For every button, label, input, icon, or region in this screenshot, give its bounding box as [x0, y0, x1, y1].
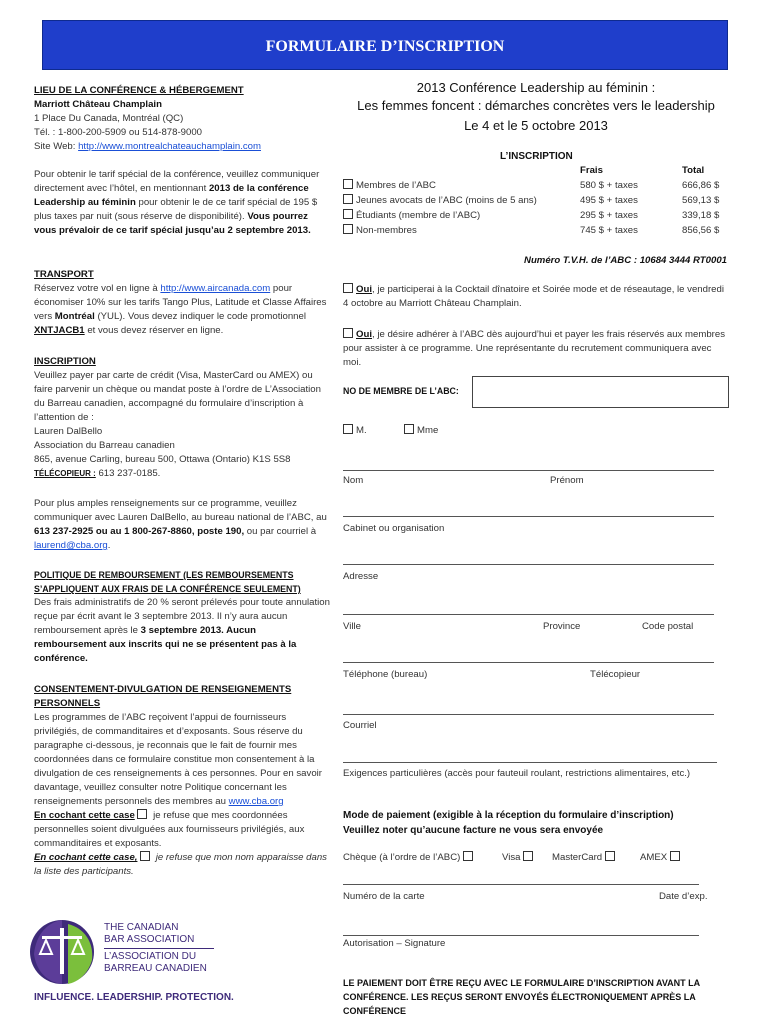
join-option: Oui, je désire adhérer à l’ABC dès aujourd’hui et payer les frais réservés aux membres pour assister à ce programme. Une représentante du recrutement communiquera avec moi. — [343, 329, 726, 368]
phone-line[interactable] — [343, 662, 714, 663]
fee-amount: 295 $ + taxes — [580, 210, 638, 221]
expiry-label: Date d’exp. — [659, 891, 708, 902]
cheque-checkbox[interactable] — [463, 851, 473, 861]
fee-row — [343, 194, 733, 209]
transport-heading: TRANSPORT — [34, 269, 94, 280]
fee-amount: 745 $ + taxes — [580, 225, 638, 236]
nom-label: Nom — [343, 475, 364, 486]
conference-date: Le 4 et le 5 octobre 2013 — [464, 118, 608, 133]
tel-label: Téléphone (bureau) — [343, 669, 428, 680]
hotel-web: Site Web: http://www.montrealchateauchamplain.com — [34, 141, 261, 152]
cba-link[interactable]: www.cba.org — [228, 796, 284, 807]
needs-line[interactable] — [343, 762, 717, 763]
fee-total: 569,13 $ — [682, 195, 720, 206]
fee-total: 856,56 $ — [682, 225, 720, 236]
fee-table — [343, 179, 733, 239]
transport-section: TRANSPORT Réservez votre vol en ligne à http://www.aircanada.com pour économiser 10% sur les tarifs Tango Plus, Latitude et Classe Affaires vers Montréal (YUL). Vous devez indiquer le code promotionnel XNTJACB1 et vous devez réserver en ligne. — [34, 268, 330, 338]
title-m: M. — [343, 424, 367, 438]
venue-heading: LIEU DE LA CONFÉRENCE & HÉBERGEMENT — [34, 85, 244, 96]
cba-logo-text: THE CANADIAN BAR ASSOCIATION L’ASSOCIATION DU BARREAU CANADIEN — [104, 922, 214, 975]
form-title: FORMULAIRE D’INSCRIPTION — [42, 20, 728, 70]
signature-line[interactable] — [343, 935, 699, 936]
fee-checkbox[interactable] — [343, 194, 353, 204]
fee-label: Non-membres — [356, 225, 417, 236]
cba-tagline: INFLUENCE. LEADERSHIP. PROTECTION. — [34, 992, 234, 1003]
card-number-line[interactable] — [343, 884, 699, 885]
ville-label: Ville — [343, 621, 361, 632]
fee-checkbox[interactable] — [343, 224, 353, 234]
refuse-listing-checkbox[interactable] — [140, 851, 150, 861]
join-checkbox[interactable] — [343, 328, 353, 338]
name-line[interactable] — [343, 470, 714, 471]
consent-section: CONSENTEMENT-DIVULGATION DE RENSEIGNEMENTS PERSONNELS Les programmes de l’ABC reçoivent l’appui de fournisseurs privilégiés, de commanditaires et d’exposants. Sous réserve du paragraphe ci-dessous, je reconnais que le fait de fournir mes coordonnées dans ce formulaire constitue mon consentement à la divulgation de ces renseignements à ces personnes. Pour en savoir davantage, veuillez consulter notre Politique concernant les renseignements personnels des membres au www.cba.org En cochant cette case je refuse que mes coordonnées personnelles soient divulguées aux fournisseurs privilégiés, aux commanditaires et exposants. En cochant cette case, je refuse que mon nom apparaisse dans la liste des participants. — [34, 683, 330, 879]
cocktail-checkbox[interactable] — [343, 283, 353, 293]
conference-subtitle: Les femmes foncent : démarches concrètes vers le leadership — [357, 98, 715, 113]
fax-label: Télécopieur — [590, 669, 641, 680]
pay-mastercard: MasterCard — [552, 851, 618, 865]
fees-col-total: Total — [682, 165, 705, 176]
pay-visa: Visa — [502, 851, 536, 865]
province-label: Province — [543, 621, 581, 632]
fee-label: Étudiants (membre de l’ABC) — [356, 210, 481, 221]
fees-col-fee: Frais — [580, 165, 603, 176]
refund-section: POLITIQUE DE REMBOURSEMENT (LES REMBOURSEMENTS S’APPLIQUENT AUX FRAIS DE LA CONFÉRENCE SEULEMENT) Des frais administratifs de 20 % seront prélevés pour toute annulation reçue par écrit avant le 3 septembre 2013. Il n’y aura aucun remboursement après le 3 septembre 2013. Aucun remboursement aux inscrits qui ne se présentent pas à la conférence. — [34, 570, 330, 664]
fee-row — [343, 209, 733, 224]
m-checkbox[interactable] — [343, 424, 353, 434]
rate-paragraph: Pour obtenir le tarif spécial de la conférence, veuillez communiquer directement avec l’hôtel, en mentionnant 2013 de la conférence Leadership au féminin pour obtenir le de ce tarif spécial de 195 $ plus taxes par nuit (sous réserve de disponibilité). Vous pourrez vous prévaloir de ce tarif spécial jusqu’au 2 septembre 2013. — [34, 169, 320, 236]
mme-checkbox[interactable] — [404, 424, 414, 434]
card-number-label: Numéro de la carte — [343, 891, 425, 902]
fee-checkbox[interactable] — [343, 179, 353, 189]
fee-amount: 580 $ + taxes — [580, 180, 638, 191]
fee-total: 339,18 $ — [682, 210, 720, 221]
hotel-web-link[interactable]: http://www.montrealchateauchamplain.com — [78, 141, 261, 152]
fees-heading: L’INSCRIPTION — [500, 151, 573, 162]
city-line[interactable] — [343, 614, 714, 615]
payment-heading: Mode de paiement (exigible à la réception du formulaire d’inscription) — [343, 810, 674, 821]
inscription-heading: INSCRIPTION — [34, 356, 96, 367]
courriel-label: Courriel — [343, 720, 377, 731]
member-number-label: NO DE MEMBRE DE L’ABC: — [343, 386, 459, 396]
refuse-contact-checkbox[interactable] — [137, 809, 147, 819]
exigences-label: Exigences particulières (accès pour fauteuil roulant, restrictions alimentaires, etc.) — [343, 768, 691, 779]
fee-label: Jeunes avocats de l’ABC (moins de 5 ans) — [356, 195, 537, 206]
fee-checkbox[interactable] — [343, 209, 353, 219]
hotel-address: 1 Place Du Canada, Montréal (QC) — [34, 113, 184, 124]
fee-total: 666,86 $ — [682, 180, 720, 191]
address-line[interactable] — [343, 564, 714, 565]
fee-label: Membres de l’ABC — [356, 180, 436, 191]
member-number-input[interactable] — [472, 376, 729, 408]
cabinet-label: Cabinet ou organisation — [343, 523, 445, 534]
payment-note: Veuillez noter qu’aucune facture ne vous sera envoyée — [343, 825, 604, 836]
consent-heading: CONSENTEMENT-DIVULGATION DE RENSEIGNEMENTS PERSONNELS — [34, 684, 292, 709]
fee-row — [343, 179, 733, 194]
venue-section — [34, 84, 330, 154]
cba-logo-icon — [28, 914, 98, 994]
cabinet-line[interactable] — [343, 516, 714, 517]
fee-amount: 495 $ + taxes — [580, 195, 638, 206]
pay-cheque: Chèque (à l’ordre de l’ABC) — [343, 851, 476, 865]
hotel-name: Marriott Château Champlain — [34, 99, 162, 110]
pay-amex: AMEX — [640, 851, 683, 865]
email-link[interactable]: laurend@cba.org — [34, 540, 108, 551]
fee-row — [343, 224, 733, 239]
conference-title: 2013 Conférence Leadership au féminin : — [416, 80, 656, 95]
tvh-number: Numéro T.V.H. de l’ABC : 10684 3444 RT0001 — [524, 255, 727, 266]
aircanada-link[interactable]: http://www.aircanada.com — [160, 283, 271, 294]
refund-heading: POLITIQUE DE REMBOURSEMENT (LES REMBOURSEMENTS S’APPLIQUENT AUX FRAIS DE LA CONFÉRENCE SEULEMENT) — [34, 570, 301, 594]
cocktail-option: Oui, je participerai à la Cocktail dînatoire et Soirée mode et de réseautage, le vendredi 4 octobre au Marriott Château Champlain. — [343, 284, 724, 309]
prenom-label: Prénom — [550, 475, 584, 486]
title-mme: Mme — [404, 424, 438, 438]
hotel-phone: Tél. : 1-800-200-5909 ou 514-878-9000 — [34, 127, 203, 138]
inscription-section: INSCRIPTION Veuillez payer par carte de crédit (Visa, MasterCard ou AMEX) ou faire parvenir un chèque ou mandat poste à l’ordre de L’Association du Barreau canadien, accompagné du formulaire d’inscription à l’attention de : Lauren DalBello Association du Barreau canadien 865, avenue Carling, bureau 500, Ottawa (Ontario) K1S 5S8 TÉLÉCOPIEUR : 613 237-0185. — [34, 355, 330, 481]
payment-footer: LE PAIEMENT DOIT ÊTRE REÇU AVEC LE FORMULAIRE D’INSCRIPTION AVANT LA CONFÉRENCE. LES REÇUS SERONT ENVOYÉS ÉLECTRONIQUEMENT APRÈS LA CONFÉRENCE — [343, 978, 700, 1016]
mastercard-checkbox[interactable] — [605, 851, 615, 861]
adresse-label: Adresse — [343, 571, 379, 582]
amex-checkbox[interactable] — [670, 851, 680, 861]
info-paragraph: Pour plus amples renseignements sur ce programme, veuillez communiquer avec Lauren DalBello, au bureau national de l’ABC, au 613 237-2925 ou au 1 800-267-8860, poste 190, ou par courriel à laurend@cba.org. — [34, 498, 327, 551]
visa-checkbox[interactable] — [523, 851, 533, 861]
email-line[interactable] — [343, 714, 714, 715]
signature-label: Autorisation – Signature — [343, 938, 446, 949]
code-postal-label: Code postal — [642, 621, 694, 632]
